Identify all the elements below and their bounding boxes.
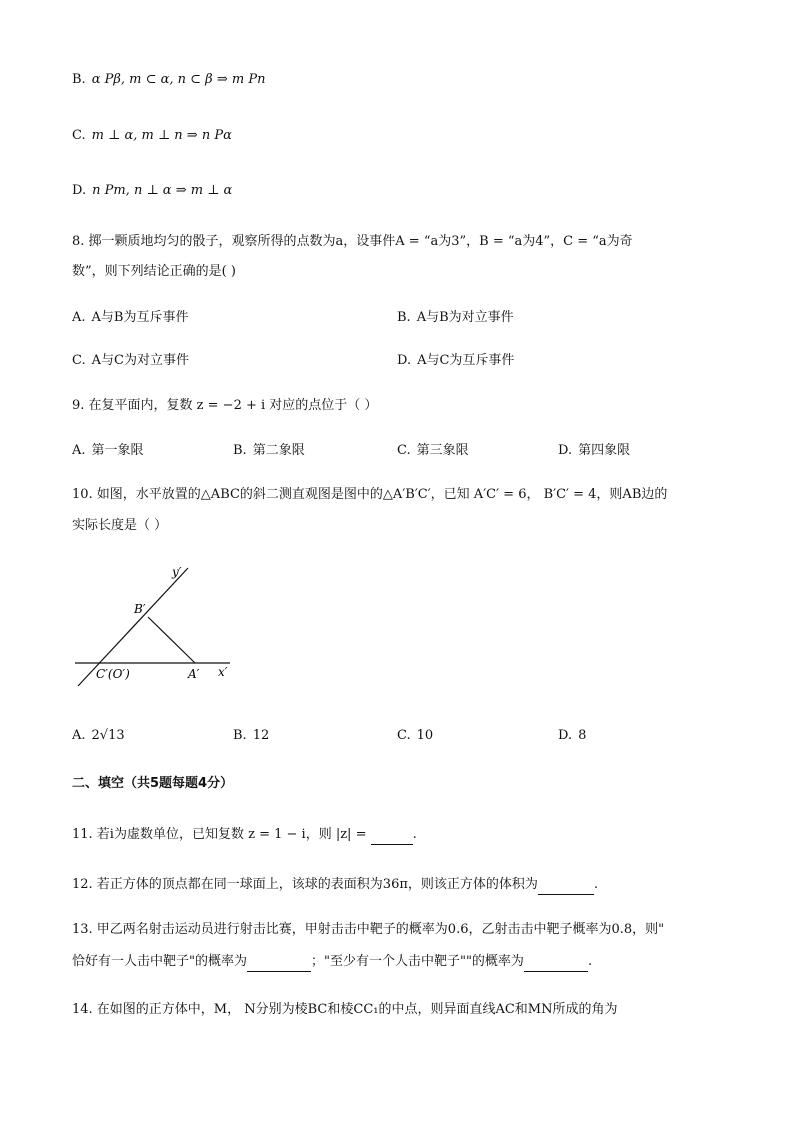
oblique-projection-figure xyxy=(70,560,250,690)
q13-answer-blank-2[interactable] xyxy=(524,957,588,972)
q13-end: . xyxy=(587,954,593,969)
q10-stem-line1: 10. 如图，水平放置的△ABC的斜二测直观图是图中的△A′B′C′，已知 A′C′ = 6， B′C′ = 4，则AB边的 xyxy=(72,487,668,502)
label-x-axis: x′ xyxy=(218,665,228,679)
option-b-prev: B. α Pβ, m ⊂ α, n ⊂ β ⇒ m Pn xyxy=(72,72,266,87)
q12 xyxy=(72,875,598,895)
q13-part1: 恰好有一人击中靶子"的概率为 xyxy=(72,954,247,969)
q11-end: . xyxy=(412,827,417,842)
q8-option-c: C. A与C为对立事件 xyxy=(72,353,189,368)
q8-stem-line1: 8. 掷一颗质地均匀的骰子，观察所得的点数为a，设事件A = “a为3”，B = “a为4”，C = “a为奇 xyxy=(72,234,633,249)
q12-end: . xyxy=(593,877,599,892)
q11-text: 11. 若i为虚数单位，已知复数 z = 1 − i，则 |z| = xyxy=(72,827,371,842)
q11-answer-blank[interactable] xyxy=(371,830,413,845)
q10-option-c: C. 10 xyxy=(397,728,434,743)
q8-option-d: D. A与C为互斥事件 xyxy=(397,353,515,368)
q13-answer-blank-1[interactable] xyxy=(247,957,311,972)
option-d-prev: D. n Pm, n ⊥ α ⇒ m ⊥ α xyxy=(72,183,233,198)
q10-option-a: A. 2√13 xyxy=(72,728,125,743)
q10-option-d: D. 8 xyxy=(558,728,587,743)
q13-part2: ；"至少有一个人击中靶子""的概率为 xyxy=(310,954,524,969)
q10-option-b: B. 12 xyxy=(233,728,270,743)
q9-option-d: D. 第四象限 xyxy=(558,443,631,458)
q9-option-a: A. 第一象限 xyxy=(72,443,144,458)
q12-text: 12. 若正方体的顶点都在同一球面上，该球的表面积为36π，则该正方体的体积为 xyxy=(72,877,538,892)
q9-stem: 9. 在复平面内，复数 z = −2 + i 对应的点位于（ ） xyxy=(72,398,378,413)
q13-line2 xyxy=(72,952,592,972)
option-c-prev: C. m ⊥ α, m ⊥ n ⇒ n Pα xyxy=(72,128,232,143)
label-b-prime: B′ xyxy=(134,602,146,616)
q14-stem: 14. 在如图的正方体中，M， N分别为棱BC和棱CC₁的中点，则异面直线AC和MN所成的角为 xyxy=(72,1002,618,1017)
label-y-axis: y′ xyxy=(172,565,182,579)
y-axis-line xyxy=(78,568,188,686)
q8-option-b: B. A与B为对立事件 xyxy=(397,310,514,325)
q10-stem-line2: 实际长度是（ ） xyxy=(72,518,168,533)
label-a-prime: A′ xyxy=(188,667,200,681)
q12-answer-blank[interactable] xyxy=(538,880,594,895)
segment-b-a xyxy=(148,617,195,663)
q8-stem-line2: 数”，则下列结论正确的是( ) xyxy=(72,264,236,279)
q9-option-b: B. 第二象限 xyxy=(233,443,305,458)
q9-option-c: C. 第三象限 xyxy=(397,443,469,458)
label-origin: C′(O′) xyxy=(96,667,130,681)
q8-option-a: A. A与B为互斥事件 xyxy=(72,310,189,325)
section-title-fill-in: 二、填空（共5题每题4分） xyxy=(72,776,234,791)
q11 xyxy=(72,825,417,845)
q13-line1: 13. 甲乙两名射击运动员进行射击比赛，甲射击击中靶子的概率为0.6，乙射击击中靶子概率为0.8，则" xyxy=(72,922,665,937)
